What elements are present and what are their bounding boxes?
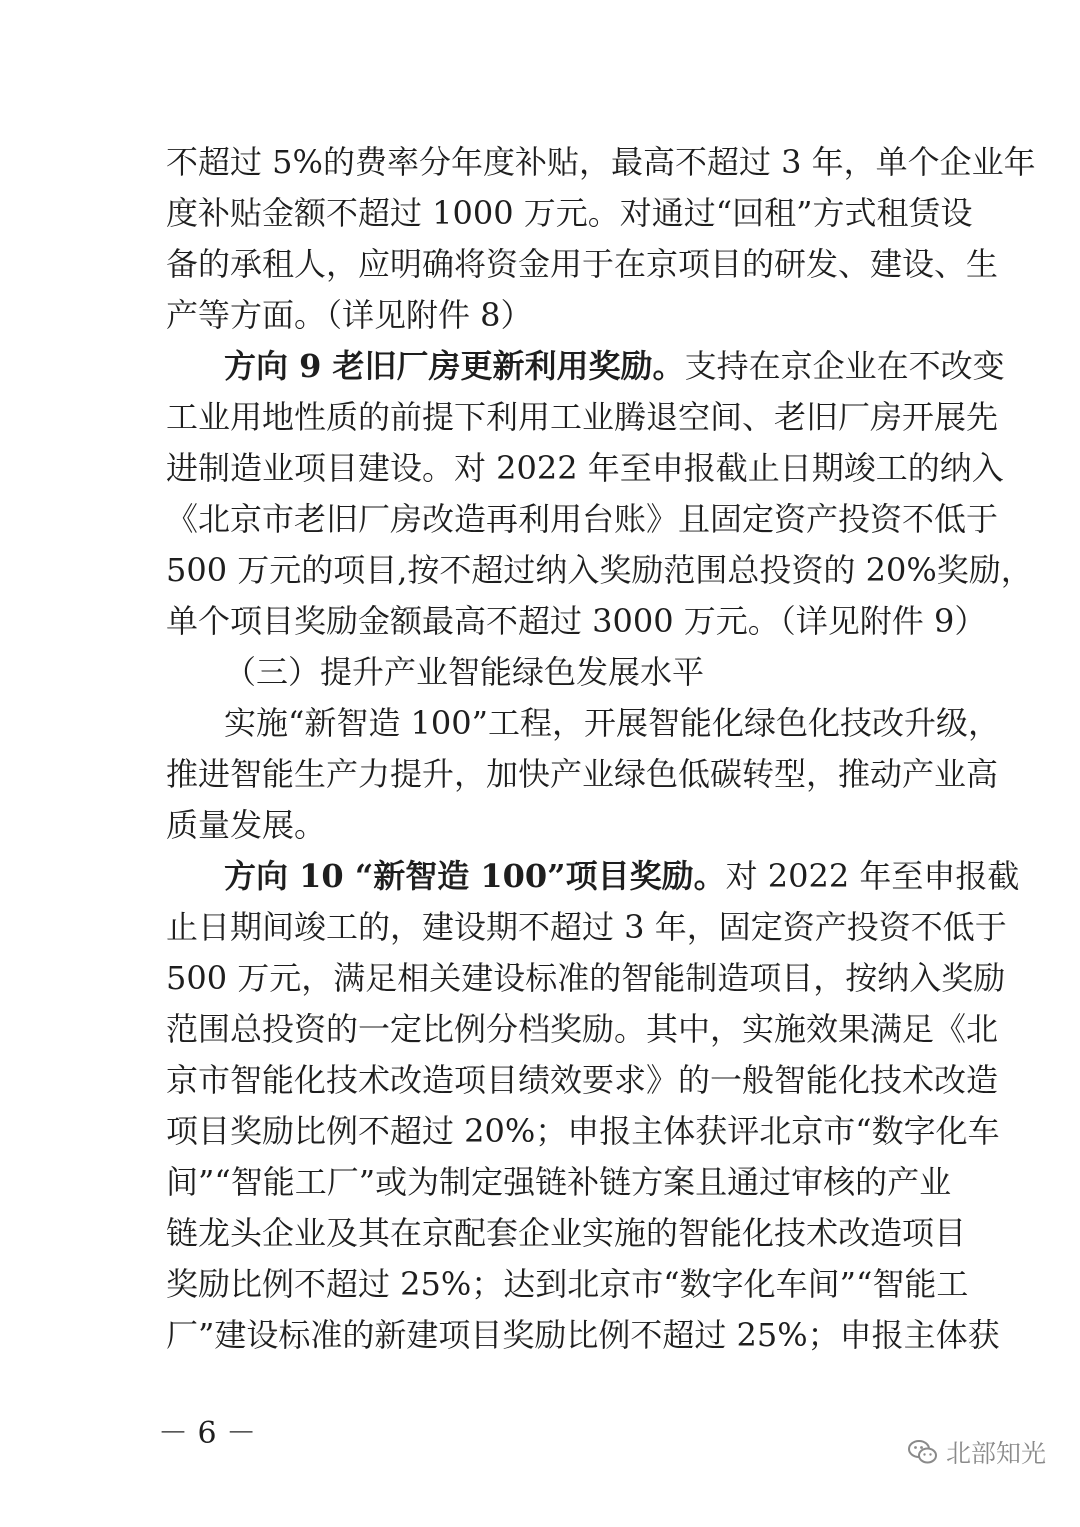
paragraph-line: 间”“智能工厂”或为制定强链补链方案且通过审核的产业 bbox=[166, 1163, 952, 1201]
section-heading-line: 方向 10 “新智造 100”项目奖励。对 2022 年至申报截 bbox=[224, 857, 1020, 895]
paragraph-line: 进制造业项目建设。对 2022 年至申报截止日期竣工的纳入 bbox=[166, 449, 1004, 487]
section-heading-line: 方向 9 老旧厂房更新利用奖励。支持在京企业在不改变 bbox=[224, 347, 1005, 385]
subsection-heading: （三）提升产业智能绿色发展水平 bbox=[224, 653, 705, 691]
paragraph-line: 单个项目奖励金额最高不超过 3000 万元。（详见附件 9） bbox=[166, 602, 987, 640]
paragraph-line: 备的承租人，应明确将资金用于在京项目的研发、建设、生 bbox=[166, 245, 999, 283]
paragraph-line: 实施“新智造 100”工程，开展智能化绿色化技改升级， bbox=[224, 704, 1000, 742]
section-heading: 方向 10 “新智造 100”项目奖励。 bbox=[224, 857, 726, 895]
paragraph-line: 京市智能化技术改造项目绩效要求》的一般智能化技术改造 bbox=[166, 1061, 999, 1099]
paragraph-line: 范围总投资的一定比例分档奖励。其中，实施效果满足《北 bbox=[166, 1010, 999, 1048]
paragraph-line: 质量发展。 bbox=[166, 806, 327, 844]
paragraph-line: 不超过 5%的费率分年度补贴，最高不超过 3 年，单个企业年 bbox=[166, 143, 1036, 181]
paragraph-line: 推进智能生产力提升，加快产业绿色低碳转型，推动产业高 bbox=[166, 755, 999, 793]
paragraph-line: 500 万元，满足相关建设标准的智能制造项目，按纳入奖励 bbox=[166, 959, 1006, 997]
paragraph-line: 厂”建设标准的新建项目奖励比例不超过 25%；申报主体获 bbox=[166, 1316, 1000, 1354]
section-heading: 方向 9 老旧厂房更新利用奖励。 bbox=[224, 347, 685, 385]
paragraph-line: 度补贴金额不超过 1000 万元。对通过“回租”方式租赁设 bbox=[166, 194, 973, 232]
wechat-icon bbox=[908, 1439, 938, 1465]
paragraph-line: 《北京市老旧厂房改造再利用台账》且固定资产投资不低于 bbox=[166, 500, 999, 538]
paragraph-line: 500 万元的项目,按不超过纳入奖励范围总投资的 20%奖励， bbox=[166, 551, 1033, 589]
paragraph-line: 项目奖励比例不超过 20%；申报主体获评北京市“数字化车 bbox=[166, 1112, 1000, 1150]
watermark-text: 北部知光 bbox=[946, 1439, 1047, 1468]
watermark bbox=[908, 1432, 1046, 1472]
paragraph-line: 链龙头企业及其在京配套企业实施的智能化技术改造项目 bbox=[166, 1214, 967, 1252]
paragraph-line: 产等方面。（详见附件 8） bbox=[166, 296, 533, 334]
paragraph-line: 止日期间竣工的，建设期不超过 3 年，固定资产投资不低于 bbox=[166, 908, 1007, 946]
paragraph-line: 工业用地性质的前提下利用工业腾退空间、老旧厂房开展先 bbox=[166, 398, 999, 436]
paragraph-line: 奖励比例不超过 25%；达到北京市“数字化车间”“智能工 bbox=[166, 1265, 969, 1303]
page-number: － 6 － bbox=[158, 1416, 257, 1451]
